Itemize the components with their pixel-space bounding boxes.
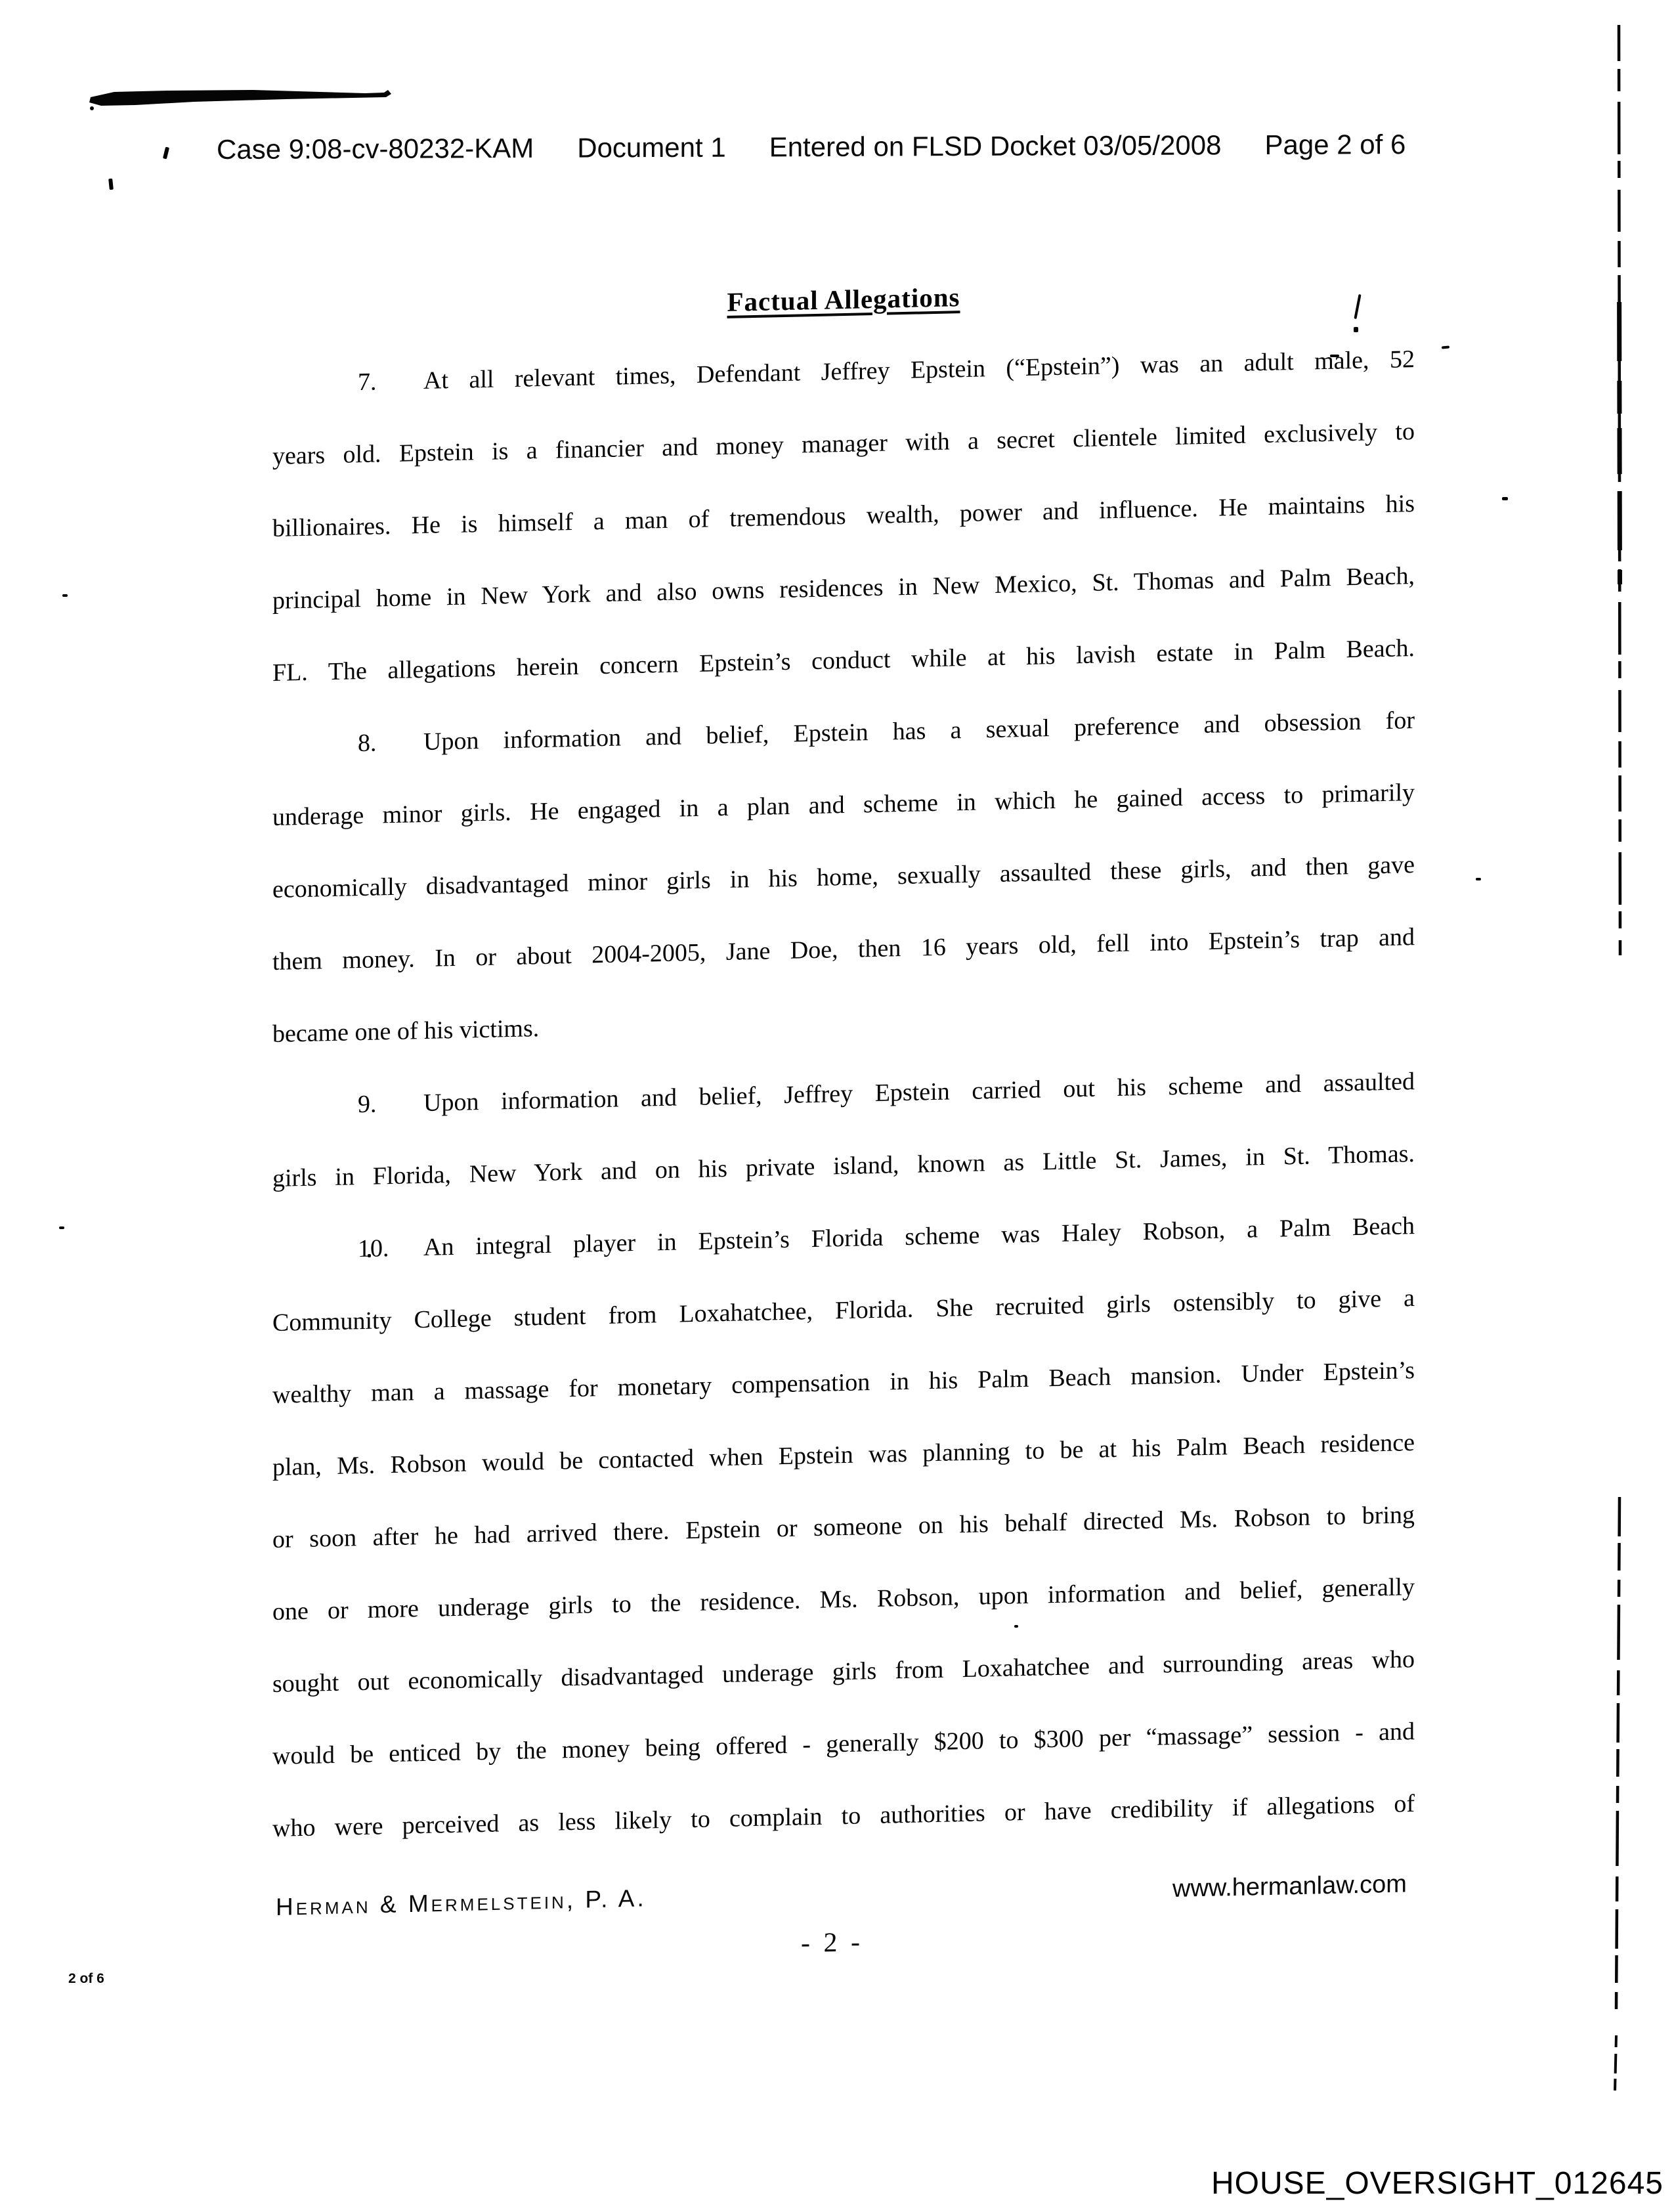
scan-artifact-speck <box>108 179 114 190</box>
paragraph-line: or soon after he had arrived there. Epstein or someone on his behalf directed Ms. Robson to bring <box>272 1501 1415 1553</box>
scan-artifact-speck <box>1442 345 1449 349</box>
paragraph-number: 10. <box>358 1234 389 1263</box>
first-line-indent <box>272 751 358 753</box>
paragraph-line: plan, Ms. Robson would be contacted when Epstein was planning to be at his Palm Beach residence <box>272 1429 1415 1481</box>
first-line-indent <box>272 1112 358 1114</box>
scan-artifact-speck <box>1476 878 1481 880</box>
case-header <box>217 129 1406 165</box>
paragraph-line: years old. Epstein is a financier and money manager with a secret clientele limited exclusively to <box>272 418 1415 470</box>
header-docket-entry: Entered on FLSD Docket 03/05/2008 <box>769 129 1222 163</box>
paragraph-number: 8. <box>358 729 377 758</box>
paragraph-line: wealthy man a massage for monetary compensation in his Palm Beach mansion. Under Epstein’s <box>272 1356 1415 1409</box>
paragraph-number: 9. <box>358 1090 377 1119</box>
law-firm-website: www.hermanlaw.com <box>1172 1870 1407 1903</box>
paragraph-line: one or more underage girls to the residence. Ms. Robson, upon information and belief, generally <box>272 1573 1415 1626</box>
scan-artifact-speck <box>163 147 169 160</box>
paragraph-line: FL. The allegations herein concern Epstein’s conduct while at his lavish estate in Palm Beach. <box>272 634 1415 687</box>
first-line-indent <box>272 390 358 392</box>
paragraph-line: underage minor girls. He engaged in a plan and scheme in which he gained access to primarily <box>272 779 1415 831</box>
paragraph-line: 8. Upon information and belief, Epstein has a sexual preference and obsession for <box>272 684 1415 781</box>
paragraph-line: would be enticed by the money being offered - generally $200 to $300 per “massage” session - and <box>272 1718 1415 1770</box>
law-firm-name: Herman & Mermelstein, P. A. <box>276 1884 647 1920</box>
scan-artifact-speck <box>62 594 68 597</box>
paragraph-line: girls in Florida, New York and on his private island, known as Little St. James, in St. Thomas. <box>272 1140 1415 1192</box>
paragraph-line: 10. An integral player in Epstein’s Florida scheme was Haley Robson, a Palm Beach <box>272 1190 1415 1287</box>
scan-artifact-speck <box>1502 497 1508 500</box>
factual-allegations-paragraphs <box>272 323 1415 1865</box>
scan-artifact-ink-streak <box>89 88 398 110</box>
section-title: Factual Allegations <box>727 282 960 317</box>
bates-stamp: HOUSE_OVERSIGHT_012645 <box>1211 2166 1663 2201</box>
paragraph-line: became one of his victims. <box>272 1014 540 1048</box>
page-number: - 2 - <box>801 1927 863 1959</box>
document-body <box>272 251 1415 1865</box>
paragraph-line: them money. In or about 2004-2005, Jane Doe, then 16 years old, fell into Epstein’s trap and <box>272 923 1415 976</box>
paragraph-line: Community College student from Loxahatchee, Florida. She recruited girls ostensibly to give a <box>272 1284 1415 1337</box>
scan-artifact-speck <box>59 1226 64 1229</box>
scan-artifact-edge-line <box>1607 0 1633 2212</box>
paragraph-number: 7. <box>358 368 377 397</box>
paragraph-line: 9. Upon information and belief, Jeffrey Epstein carried out his scheme and assaulted <box>272 1045 1415 1142</box>
header-document-label: Document 1 <box>577 131 726 163</box>
paragraph-line: who were perceived as less likely to complain to authorities or have credibility if allegations of <box>272 1790 1415 1842</box>
paragraph-line: principal home in New York and also owns residences in New Mexico, St. Thomas and Palm Beach, <box>272 562 1415 615</box>
first-line-indent <box>272 1257 358 1259</box>
header-case-number: Case 9:08-cv-80232-KAM <box>217 132 534 165</box>
sheet-count-label: 2 of 6 <box>68 1971 104 1986</box>
paragraph-line: 7. At all relevant times, Defendant Jeffrey Epstein (“Epstein”) was an adult male, 52 <box>272 323 1415 420</box>
header-page-label: Page 2 of 6 <box>1264 129 1406 161</box>
paragraph-line: sought out economically disadvantaged underage girls from Loxahatchee and surrounding areas who <box>272 1645 1415 1698</box>
paragraph-line: billionaires. He is himself a man of tremendous wealth, power and influence. He maintains his <box>272 490 1415 542</box>
paragraph-line: economically disadvantaged minor girls in his home, sexually assaulted these girls, and then gave <box>272 851 1415 903</box>
